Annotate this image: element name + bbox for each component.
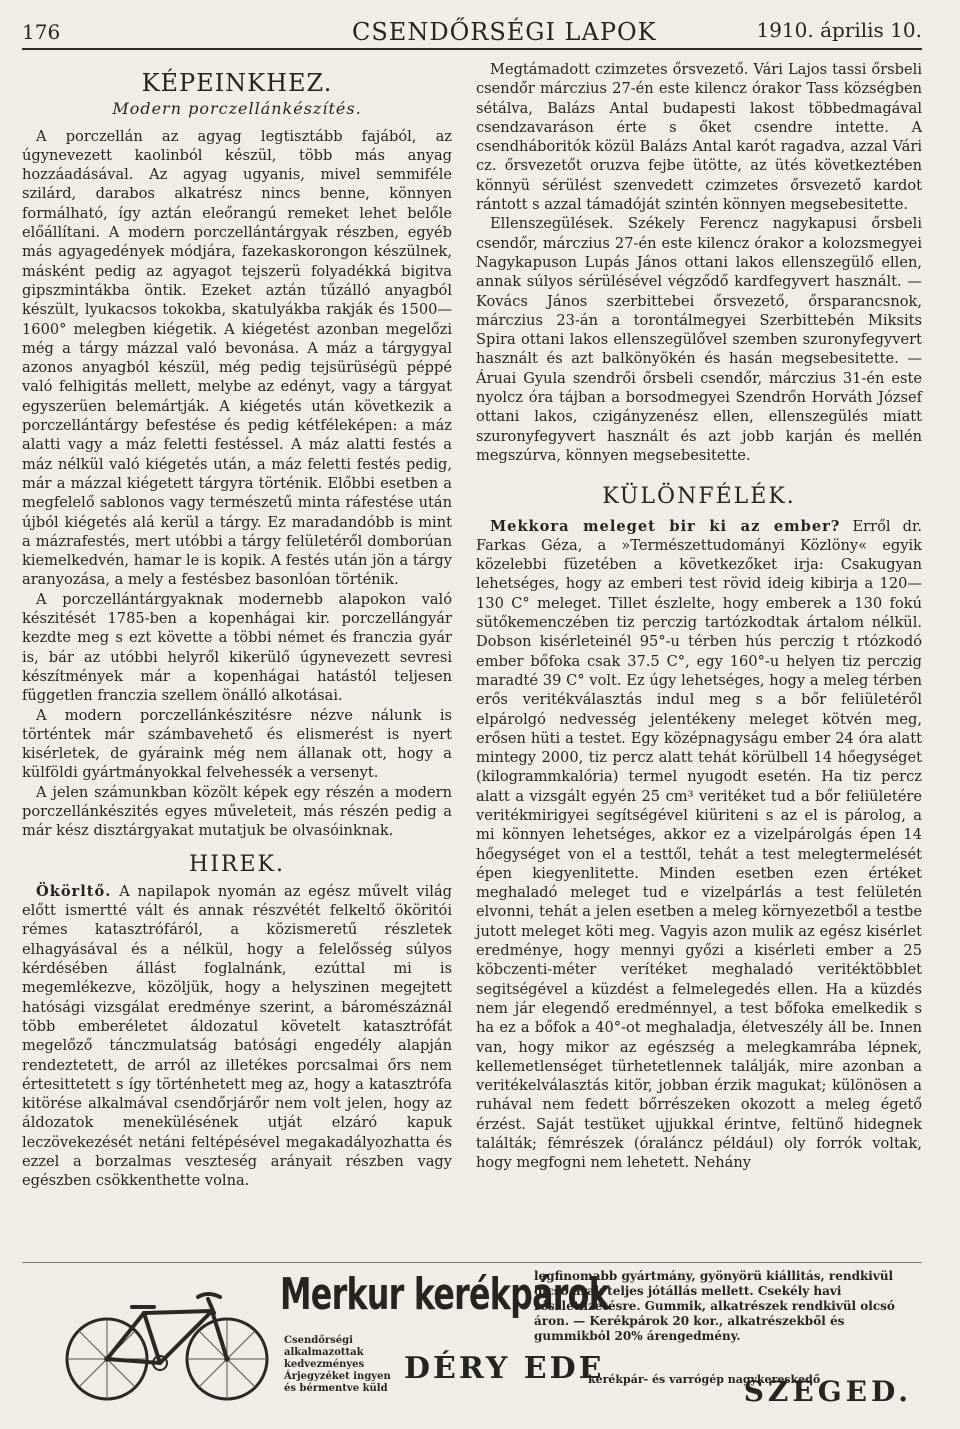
brand-name: Merkur kerékpárok (280, 1269, 610, 1320)
kulonfelek-body: Erről dr. Farkas Géza, a »Természettudományi Közlöny« egyik közelebbi füzetében a következőket irja: Csakugyan lehetséges, hogy az emberi test rövid ideig kibirja a 120—130 C° meleget. Tillet észlelte, hogy emberek a 130 fokú sütőkemenczében tiz perczig tartózkodtak ártalom nélkül. Dobson kisérleteinél 95°-u térben hús perczig t rtózkodó ember bőfoka csak 37.5 C°, egy 160°-u helyen tiz perczig maradté 39 C° volt. Ez úgy lehetséges, hogy a meleg térben erős veritékválasztás indul meg s a bőr feliületéről elpárolgó nedvesség jelentékeny meleget kötvén meg, erősen hüti a testet. Egy középnagyságu ember 24 óra alatt mintegy 2000, tiz percz alatt tehát körülbell 14 hőegységet (kilogrammkalória) termel nyugodt esetén. Ha tiz percz alatt a vizsgált egyén 25 cm³ veritéket tud a bőr feliületére veritékmirigyei segítségével kiüriteni s az el is párolog, a mi könnyen lehetséges, akkor ez a vizelpárolgás épen 14 hőegységet von el a testtől, tehát a test melegtermelését épen kiegyenlitette. Minden esetben ezen értéket meghaladó meleget tud e vizelpárlás a test felületén elvonni, tehát a jelen esetben a meleg környezetből a testbe jutott meleget köti meg. Vagyis azon mulik az egész kisérlet eredménye, hogy mennyi győzi a kisérleti ember a 25 köbczenti-méter verítéket meghaladó veritéktöbblet segitségével a küzdést a felmelegedés ellen. Ha a küzdés nem jár elegendő eredménnyel, a test bőfoka emelkedik s ha ez a bőfok a 40°-ot meghaladja, életveszély áll be. Innen van, hogy mikor az egészség a melegkamrába lépnek, kellemetlenséget türhetetlennek találják, mire azonban a veritékelválasztás kitör, jobban érzik magukat; különösen a ruhával nem fedett bőrrészeken okozott a meleg égető érzést. Saját testüket ujjukkal érintve, feltünő hidegnek találták; fémrészek (óraláncz például) oly forrók voltak, hogy megfogni nem lehetett. Nehány (476, 517, 922, 1172)
kepeink-paragraph: A modern porczellánkészitésre nézve nálunk is történtek már számbavehető és elismerést is nyert kisérletek, de gyáraink még nem állanak ott, hogy a külföldi gyártmányokkal felvehessék a versenyt. (22, 706, 452, 782)
kulonfelek-heading: KÜLÖNFÉLÉK. (602, 484, 796, 510)
hirek-body: A napilapok nyomán az egész művelt világ előtt ismertté vált és annak részvétét felkeltő ököritói rémes katasztrófáról, a közismeretű részletek elhagyásával és a nélkül, hogy a felelősség súlyos kérdésében állást foglalnánk, ezúttal mi is megemlékezve, közöljük, hogy a helyszinen megejtett hatósági vizsgálat eredménye szerint, a báromészáznál több emberéletet áldozatul követelt katasztrófát megelőző tánczmulatság batósági engedély alapján rendeztetett, de arról az illetékes porcsalmai őrs nem értesittetett s így történhetett meg az, hogy a katasztrófa kitörése alkalmával csendőrjárőr nem volt jelen, hogy az áldozatok menekülésének utját elzáró kapuk leczövekezését netáni feltépésével megakadályozhatta és ezzel a borzalmas veszteség arányait részben vagy egészben csökkenthette volna. (22, 882, 452, 1190)
ad-left-text: Csendőrségi alkalmazottak kedvezményes Árjegyzéket ingyen és bérmentve küld (284, 1335, 391, 1394)
kepeink-paragraph: A porczellántárgyaknak modernebb alapokon való készitését 1785-ben a kopenhágai kir. porczellángyár kezdte meg s ezt követte a többi német és franczia gyár is, bár az utóbbi helyről kikerülő úgynevezett sevresi készítmények már a kopenhágai hatástól teljesen független franczia szellem önálló alkotásai. (22, 590, 452, 705)
news-paragraph: Megtámadott czimzetes őrsvezető. Vári Lajos tassi őrsbeli csendőr márczius 27-én este kilencz órakor Tass községben sétálva, Balázs Antal budapesti lakost többedmagával csendzavaráson érte s őket csendre intette. A csendháboritók közül Balázs Antal karót ragadva, azzal Vári cz. őrsvezetőt oruzva fejbe ütötte, az ütés következtében könnyü sérülést szenvedett czimzetes őrsvezető kardot rántott s azzal támadóját szintén könnyen megsebesitette. (476, 61, 922, 214)
page-header (22, 14, 922, 50)
kulonfelek-article (476, 517, 922, 1173)
hirek-article (22, 882, 452, 1191)
kepeink-subheading: Modern porczellánkészítés. (112, 99, 362, 119)
kepeink-heading: KÉPEINKHEZ. (141, 69, 333, 97)
ad-right-text: legfinomabb gyártmány, gyönyörü kiállitás, rendkivül olcsó árak teljes jótállás mellett. Csekély havi részletfizetésre. Gummik, alkatrészek rendkivül olcsó áron. — Kerékpárok 20 kor., alkatrészekből és gummikból 20% árengedmény. (534, 1269, 895, 1343)
left-column (22, 60, 452, 1191)
page-number: 176 (22, 20, 61, 44)
kulonfelek-lead: Mekkora meleget bir ki az ember? (490, 517, 841, 535)
news-paragraph: Ellenszegülések. Székely Ferencz nagykapusi őrsbeli csendőr, márczius 27-én este kilencz órakor a kolozsmegyei Nagykapuson Lupás János ottani lakos ellenszegülő ellen, annak súlyos sérülésével végződő kardfegyvert használt. — Kovács János szerbittebei őrsvezető, őrsparancsnok, márczius 23-án a torontálmegyei Szerbittebén Miksits Spira ottani lakos ellenszegülővel szemben szuronyfegyvert használt és azt balkönyökén és hasán megsebesitette. — Áruai Gyula szendrői őrsbeli csendőr, márczius 31-én este nyolcz óra tájban a borsodmegyei Szendrőn Horváth József ottani lakos, czigányzenész ellen, ellenszegülés miatt szuronyfegyvert használt és azt jobb karján és mellén megszúrva, könnyen megsebesitette. (476, 215, 922, 464)
ad-city: SZEGED. (743, 1375, 912, 1408)
right-column (476, 60, 922, 1173)
bicycle-advertisement (22, 1262, 922, 1421)
issue-date: 1910. április 10. (756, 18, 922, 42)
bicycle-illustration (62, 1277, 272, 1407)
kepeink-paragraph: A jelen számunkban közölt képek egy részén a modern porczellánkészités egyes műveleteit, más részén pedig a már kész disztárgyakat mutatjuk be olvasóinknak. (22, 783, 452, 840)
journal-title: CSENDŐRSÉGI LAPOK (352, 18, 657, 46)
ad-bottom-text: kerékpár- és varrógép nagykereskedő (588, 1373, 821, 1386)
kepeink-paragraph: A porczellán az agyag legtisztább fajából, az úgynevezett kaolinból készül, több más anyag hozzáadásával. Az agyag ugyanis, mivel semmiféle szilárd, darabos alkatrész nincs benne, könnyen formálható, így aztán eleőrangú remeket lehet belőle előállítani. A modern porczellántárgyak részben, egyéb más agyagedények módjára, fazekaskorongon készülnek, másként pedig az agyagot tejszerü folyadékká bigitva gipszmintákba öntik. Ezeket aztán tűzálló anyagból készült, lyukacsos tokokba, skatulyákba rakják és 1500—1600° melegben kiégetik. A kiégetést azonban megelőzi még a tárgy mázzal való bevonása. A máz a tárgygyal azonos anyagból készül, még pedig tejsürüségü péppé való felhigitás mellett, melybe az edényt, vagy a tárgyat egyszerüen belemártják. A kiégetés után következik a porczellántárgy befestése és pedig kétféleképen: a máz alatti vagy a máz feletti festéssel. A máz alatti festés a máz nélkül való kiégetés után, a máz feletti festés pedig, már a mázzal kiégetett tárgyra történik. Előbbi esetben a megfelelő sablonos vagy természetű minta ráfestése után újból kiégetés alá kerül a tárgy. Ez maradandóbb is mint a mázrafestés, mert utóbbi a tárgy felületéről domborúan kiemelkedvén, hamar le is kopik. A festés után jön a tárgy aranyozása, a mely a festésbez basonlóan történik. (22, 127, 452, 589)
hirek-heading: HIREK. (189, 851, 285, 877)
company-name: DÉRY EDE (404, 1351, 605, 1386)
hirek-lead: Ökörltő. (36, 882, 112, 900)
